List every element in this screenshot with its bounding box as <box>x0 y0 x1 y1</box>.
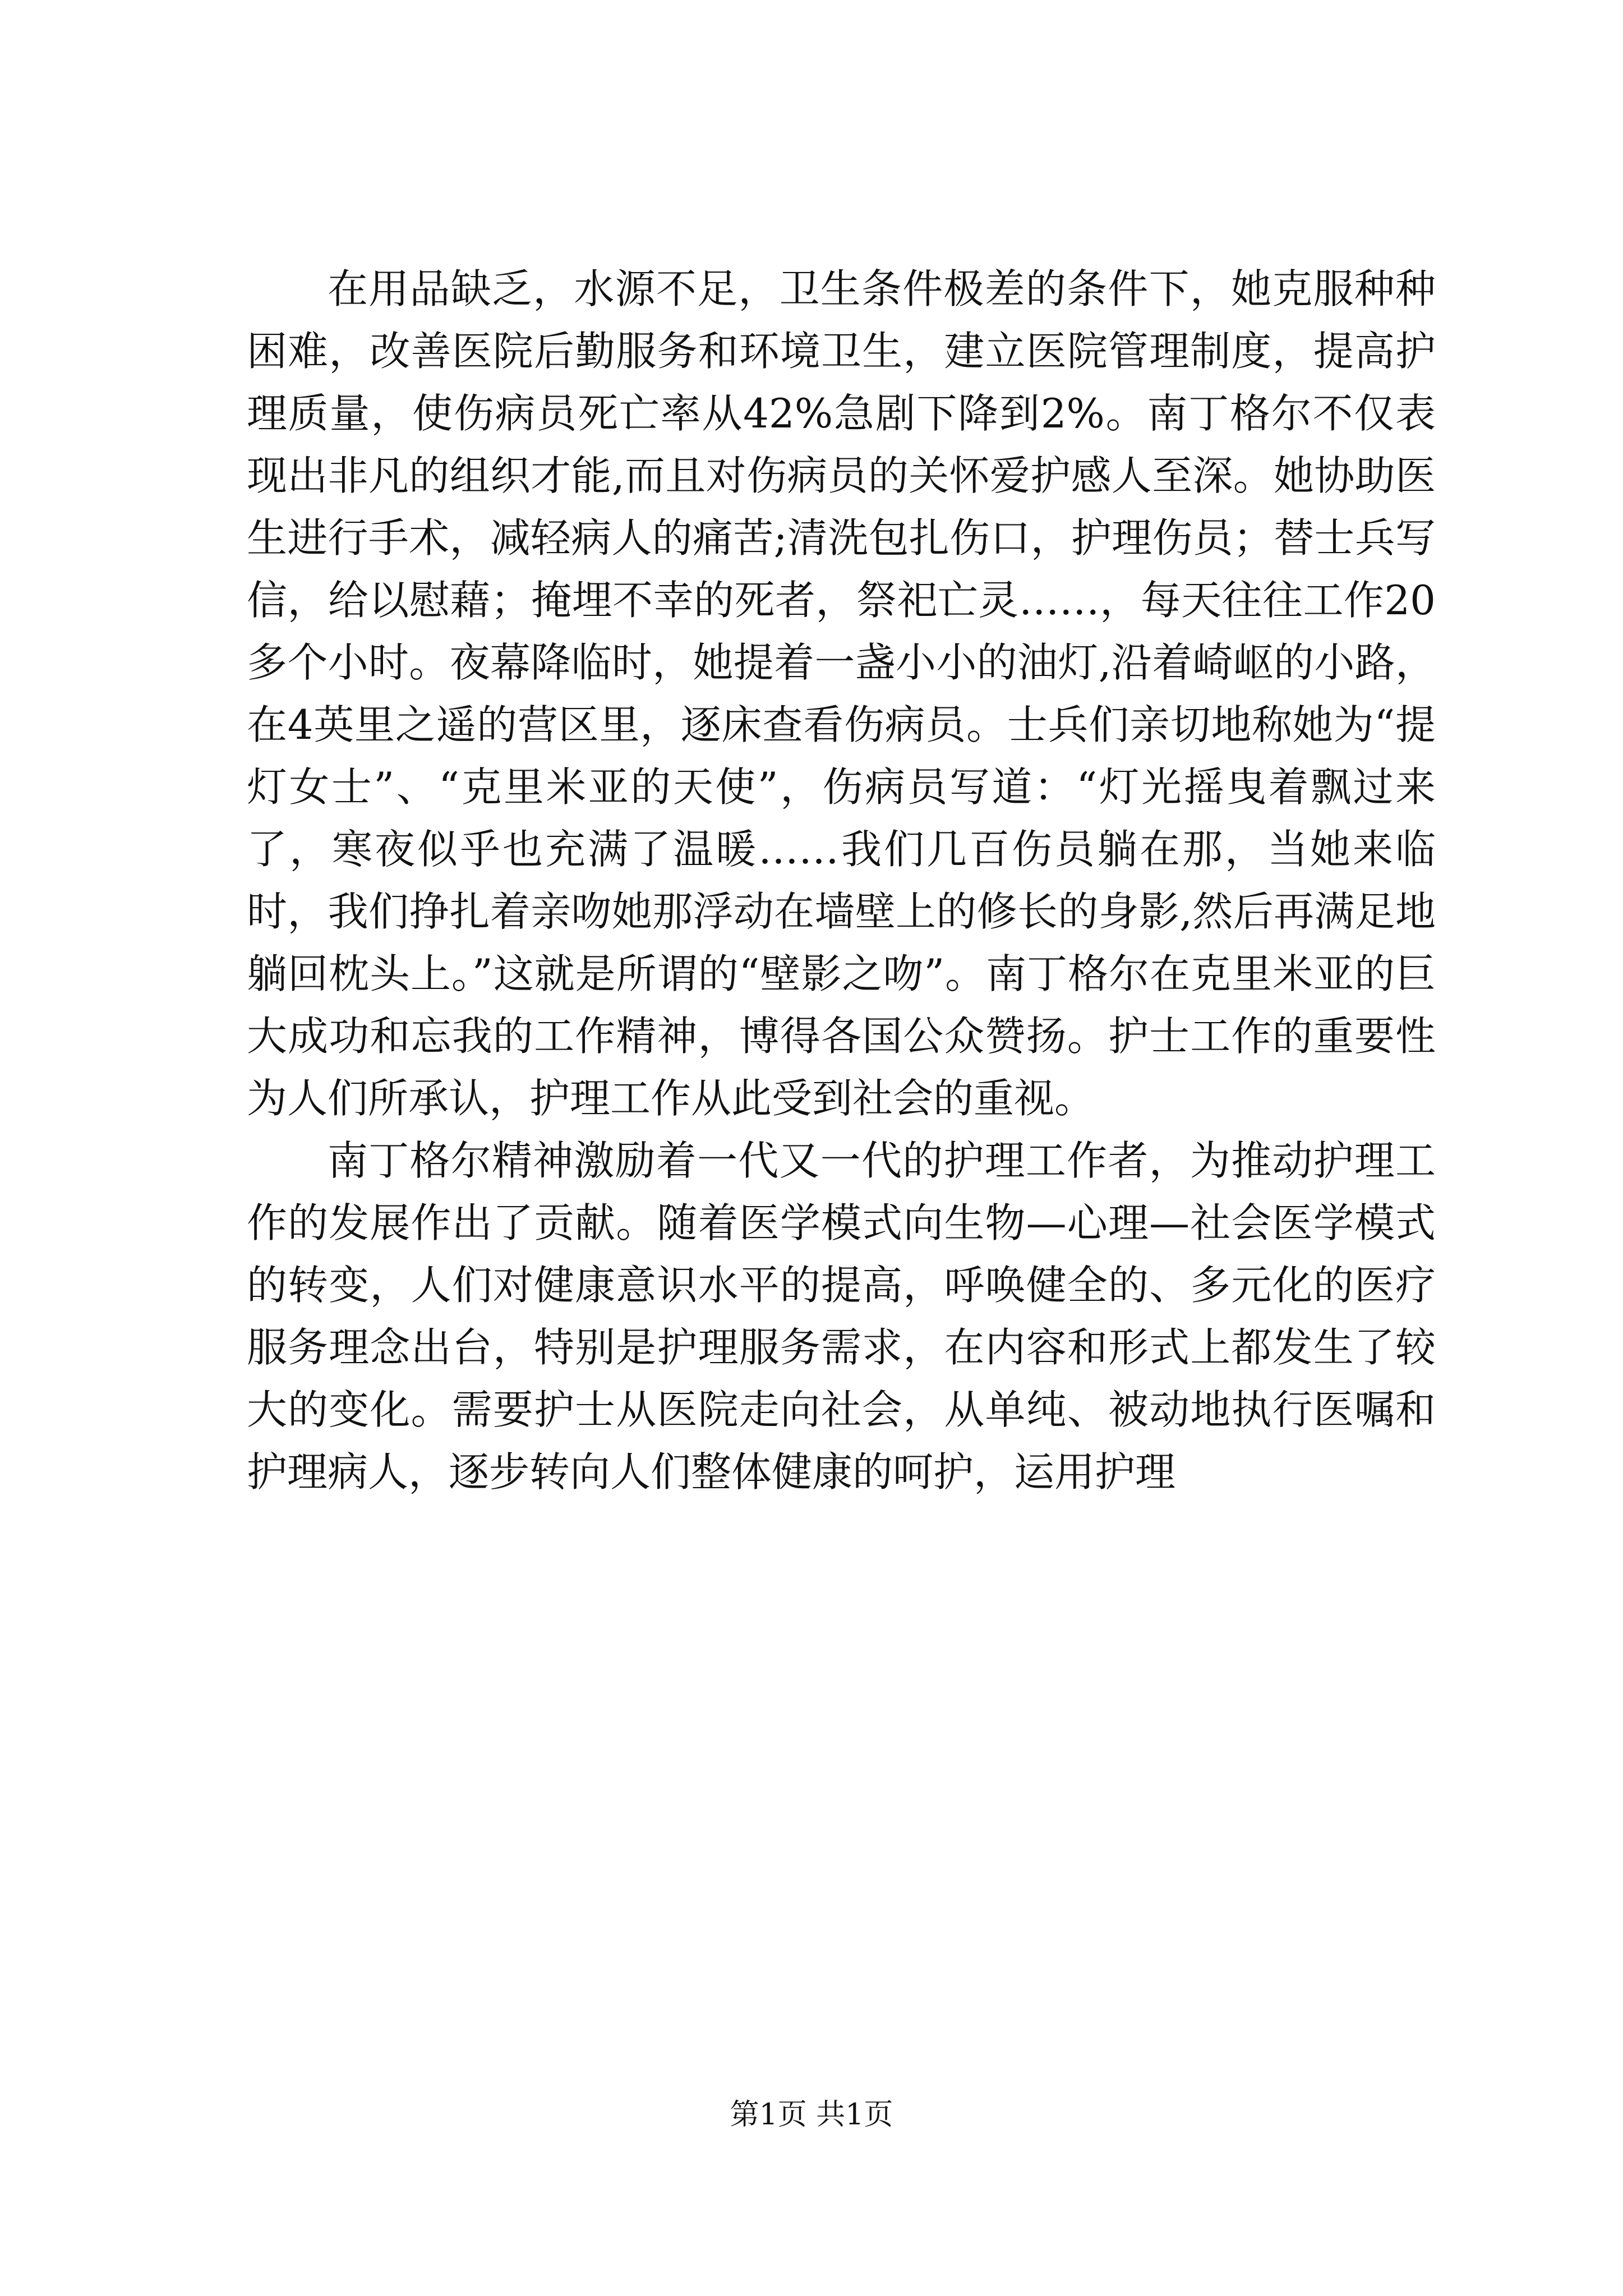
paragraph-2: 南丁格尔精神激励着一代又一代的护理工作者，为推动护理工作的发展作出了贡献。随着医学模式向生物—心理—社会医学模式的转变，人们对健康意识水平的提高，呼唤健全的、多元化的医疗服务理念出台，特别是护理服务需求，在内容和形式上都发生了较大的变化。需要护士从医院走向社会，从单纯、被动地执行医嘱和护理病人，逐步转向人们整体健康的呵护，运用护理 <box>247 1137 1436 1496</box>
page-footer: 第1页 共1页 <box>730 2098 893 2132</box>
paragraph-1: 在用品缺乏，水源不足，卫生条件极差的条件下，她克服种种困难，改善医院后勤服务和环境卫生，建立医院管理制度，提高护理质量，使伤病员死亡率从42%急剧下降到2%。南丁格尔不仅表现出非凡的组织才能,而且对伤病员的关怀爱护感人至深。她协助医生进行手术，减轻病人的痛苦;清洗包扎伤口，护理伤员；替士兵写信，给以慰藉；掩埋不幸的死者，祭祀亡灵……，每天往往工作20多个小时。夜幕降临时，她提着一盏小小的油灯,沿着崎岖的小路，在4英里之遥的营区里，逐床查看伤病员。士兵们亲切地称她为“提灯女士”、“克里米亚的天使”，伤病员写道：“灯光摇曳着飘过来了，寒夜似乎也充满了温暖……我们几百伤员躺在那，当她来临时，我们挣扎着亲吻她那浮动在墙壁上的修长的身影,然后再满足地躺回枕头上。”这就是所谓的“壁影之吻”。南丁格尔在克里米亚的巨大成功和忘我的工作精神，博得各国公众赞扬。护士工作的重要性为人们所承认，护理工作从此受到社会的重视。 <box>247 265 1436 1122</box>
document-body <box>247 258 1436 1503</box>
